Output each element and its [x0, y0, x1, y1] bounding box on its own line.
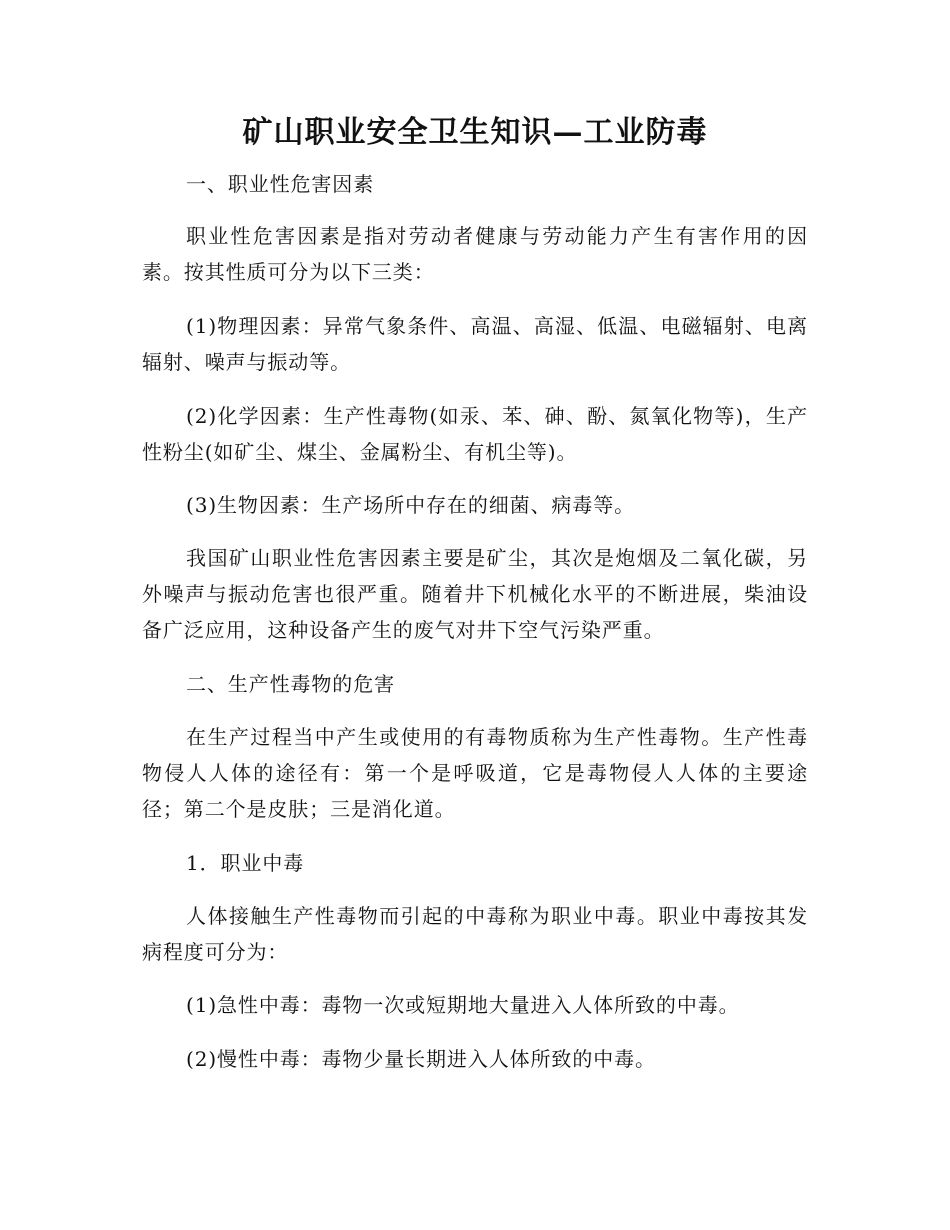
- list-item-chemical: (2)化学因素：生产性毒物(如汞、苯、砷、酚、氮氧化物等)，生产性粉尘(如矿尘、煤尘、金属粉尘、有机尘等)。: [142, 404, 808, 464]
- paragraph-toxic-substances: 在生产过程当中产生或使用的有毒物质称为生产性毒物。生产性毒物侵人人体的途径有：第一个是呼吸道，它是毒物侵人人体的主要途径；第二个是皮肤；三是消化道。: [142, 725, 808, 821]
- section-heading-2: 二、生产性毒物的危害: [186, 672, 395, 696]
- paragraph-mining-hazards: 我国矿山职业性危害因素主要是矿尘，其次是炮烟及二氧化碳，另外噪声与振动危害也很严重。随着井下机械化水平的不断进展，柴油设备广泛应用，这种设备产生的废气对井下空气污染严重。: [142, 546, 808, 642]
- list-item-chronic: (2)慢性中毒：毒物少量长期进入人体所致的中毒。: [186, 1047, 656, 1071]
- paragraph-occupational-poisoning: 人体接触生产性毒物而引起的中毒称为职业中毒。职业中毒按其发病程度可分为：: [142, 904, 808, 964]
- document-title: 矿山职业安全卫生知识—工业防毒: [242, 115, 708, 150]
- list-item-biological: (3)生物因素：生产场所中存在的细菌、病毒等。: [186, 493, 636, 517]
- list-item-acute: (1)急性中毒：毒物一次或短期地大量进入人体所致的中毒。: [186, 993, 740, 1017]
- paragraph-definition: 职业性危害因素是指对劳动者健康与劳动能力产生有害作用的因素。按其性质可分为以下三类：: [142, 224, 808, 284]
- list-item-physical: (1)物理因素：异常气象条件、高温、高湿、低温、电磁辐射、电离辐射、噪声与振动等。: [142, 314, 808, 374]
- section-heading-1: 一、职业性危害因素: [186, 172, 375, 196]
- subsection-heading-1: 1．职业中毒: [186, 851, 305, 875]
